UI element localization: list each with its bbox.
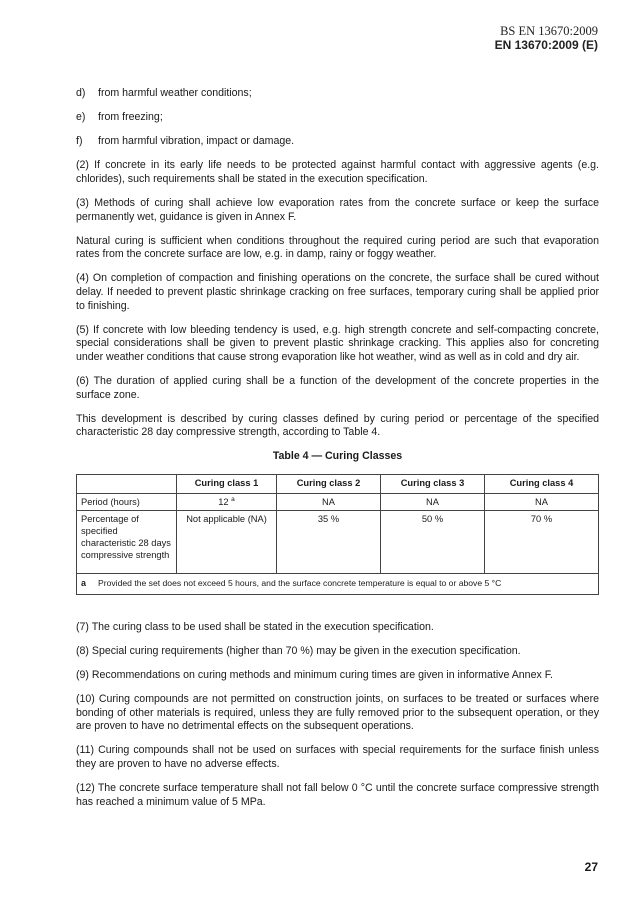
table-cell: NA xyxy=(277,493,381,510)
paragraph: (8) Special curing requirements (higher than 70 %) may be given in the execution specification. xyxy=(76,644,521,657)
table-cell xyxy=(177,493,277,510)
list-item xyxy=(76,111,599,125)
list-text: from harmful weather conditions; xyxy=(98,87,252,99)
paragraph: (2) If concrete in its early life needs to be protected against harmful contact with aggressive agents (e.g. chlorides), such requirements shall be stated in the execution specification. xyxy=(76,159,599,185)
page-number: 27 xyxy=(584,860,598,874)
table-header-cell: Curing class 2 xyxy=(277,474,381,493)
list-text: from freezing; xyxy=(98,111,163,124)
table-row xyxy=(77,493,599,510)
table-header-row xyxy=(77,474,599,493)
table-cell: 70 % xyxy=(485,510,599,573)
table-caption: Table 4 — Curing Classes xyxy=(272,450,403,463)
paragraph: (4) On completion of compaction and finishing operations on the concrete, the surface shall be cured without delay. If needed to prevent plastic shrinkage cracking on free surfaces, temporary curing shall be applied prior to finishing. xyxy=(76,272,599,312)
paragraph: (3) Methods of curing shall achieve low evaporation rates from the concrete surface or keep the surface permanently wet, guidance is given in Annex F. xyxy=(76,196,599,223)
paragraph: (5) If concrete with low bleeding tendency is used, e.g. high strength concrete and self-compacting concrete, special considerations shall be given to prevent plastic shrinkage cracking. This applies also for concreting under weather conditions that cause strong evaporation like hot weather, wind as well as in cold and dry air. xyxy=(76,323,599,363)
list-item xyxy=(76,87,599,101)
table-header-cell xyxy=(77,474,177,493)
table-cell: Not applicable (NA) xyxy=(177,510,277,573)
paragraph: (9) Recommendations on curing methods and minimum curing times are given in informative Annex F. xyxy=(76,669,553,682)
table-cell: NA xyxy=(485,493,599,510)
table-header-cell: Curing class 3 xyxy=(381,474,485,493)
list-text: from harmful vibration, impact or damage. xyxy=(98,135,295,148)
table-header-cell: Curing class 4 xyxy=(485,474,599,493)
paragraph: This development is described by curing classes defined by curing period or percentage of the specified characteristic 28 day compressive strength, according to Table 4. xyxy=(76,412,599,439)
footnote-reference: a xyxy=(231,495,235,503)
table-cell: 50 % xyxy=(381,510,485,573)
cell-value: 12 xyxy=(218,496,229,507)
table-cell: 35 % xyxy=(277,510,381,573)
paragraph: (7) The curing class to be used shall be stated in the execution specification. xyxy=(76,620,434,633)
list-marker: d) xyxy=(76,87,86,99)
paragraphs-after-table xyxy=(76,621,599,809)
standard-reference-en: EN 13670:2009 (E) xyxy=(494,38,598,52)
paragraph: (6) The duration of applied curing shall be a function of the development of the concrete properties in the surface zone. xyxy=(76,374,599,401)
table-cell: NA xyxy=(381,493,485,510)
paragraph: (10) Curing compounds are not permitted on construction joints, on surfaces to be treated or surfaces where bonding of other materials is required, unless they are fully removed prior to the subsequent operation, or they are proven to have no detrimental effects on the subsequent operations. xyxy=(76,693,599,733)
table-header-cell: Curing class 1 xyxy=(177,474,277,493)
paragraph: (12) The concrete surface temperature shall not fall below 0 °C until the concrete surface compressive strength has reached a minimum value of 5 MPa. xyxy=(76,782,599,808)
paragraph: (11) Curing compounds shall not be used on surfaces with special requirements for the surface finish unless they are proven to have no adverse effects. xyxy=(76,744,599,771)
footnote-marker: a xyxy=(81,577,87,588)
list-item xyxy=(76,135,599,149)
table-row xyxy=(77,510,599,573)
table-cell: Period (hours) xyxy=(77,493,177,510)
footnote-text: Provided the set does not exceed 5 hours, and the surface concrete temperature is equal to or above 5 °C xyxy=(98,577,502,588)
curing-classes-table xyxy=(76,474,599,595)
list-marker: f) xyxy=(76,135,83,148)
list-marker: e) xyxy=(76,111,86,124)
paragraph: Natural curing is sufficient when conditions throughout the required curing period are such that evaporation rates from the concrete surface are low, e.g. in damp, rainy or foggy weather. xyxy=(76,234,599,261)
table-cell: Percentage of specified characteristic 28 days compressive strength xyxy=(77,510,177,573)
table-footnote-row xyxy=(77,573,599,594)
document-body xyxy=(76,87,599,820)
standard-reference: BS EN 13670:2009 xyxy=(500,24,598,38)
table-footnote xyxy=(77,573,599,594)
